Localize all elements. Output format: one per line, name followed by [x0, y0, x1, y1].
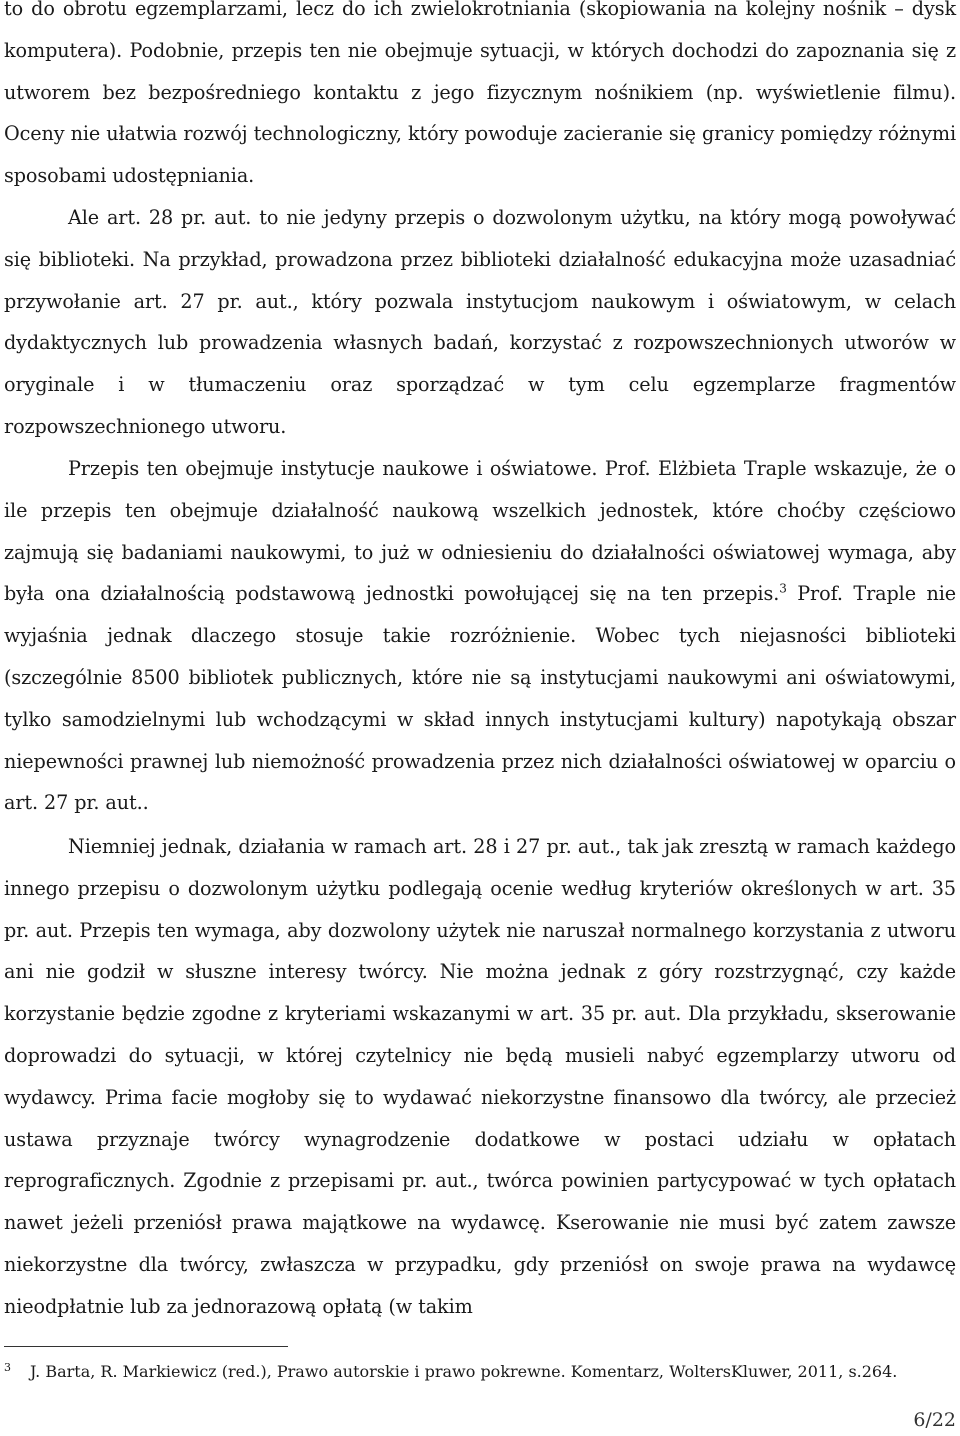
page-number: 6/22 [913, 1409, 956, 1431]
footnote-divider [4, 1346, 288, 1347]
paragraph-4: Niemniej jednak, działania w ramach art. 28 i 27 pr. aut., tak jak zresztą w ramach każdego innego przepisu o dozwolonym użytku podlegają ocenie według kryteriów określonych w art. 35 pr. aut. Przepis ten wymaga, aby dozwolony użytek nie naruszał normalnego korzystania z utworu ani nie godził w słuszne interesy twórcy. Nie można jednak z góry rozstrzygnąć, czy każde korzystanie będzie zgodne z kryteriami wskazanymi w art. 35 pr. aut. Dla przykładu, skserowanie doprowadzi do sytuacji, w której czytelnicy nie będą musieli nabyć egzemplarzy utworu od wydawcy. Prima facie mogłoby się to wydawać niekorzystne finansowo dla twórcy, ale przecież ustawa przyznaje twórcy wynagrodzenie dodatkowe w postaci udziału w opłatach reprograficznych. Zgodnie z przepisami pr. aut., twórca powinien partycypować w tych opłatach nawet jeżeli przeniósł prawa majątkowe na wydawcę. Kserowanie nie musi być zatem zawsze niekorzystne dla twórcy, zwłaszcza w przypadku, gdy przeniósł on swoje prawa na wydawcę nieodpłatnie lub za jednorazową opłatą (w takim [4, 835, 956, 1318]
footnote-text: J. Barta, R. Markiewicz (red.), Prawo autorskie i prawo pokrewne. Komentarz, WoltersKluwer, 2011, s.264. [30, 1362, 898, 1381]
footnote-reference[interactable]: 3 [779, 582, 787, 596]
paragraph-2: Ale art. 28 pr. aut. to nie jedyny przepis o dozwolonym użytku, na który mogą powoływać się biblioteki. Na przykład, prowadzona przez biblioteki działalność edukacyjna może uzasadniać przywołanie art. 27 pr. aut., który pozwala instytucjom naukowym i oświatowym, w celach dydaktycznych lub prowadzenia własnych badań, korzystać z rozpowszechnionych utworów w oryginale i w tłumaczeniu oraz sporządzać w tym celu egzemplarze fragmentów rozpowszechnionego utworu. [4, 206, 956, 438]
paragraph-3 [4, 448, 956, 824]
document-page [4, 0, 956, 1436]
paragraph-3-text-start: Przepis ten obejmuje instytucje naukowe i oświatowe. Prof. Elżbieta Traple wskazuje, że o ile przepis ten obejmuje działalność naukową wszelkich jednostek, które choćby częściowo zajmują się badaniami naukowymi, to już w odniesieniu do działalności oświatowej wymaga, aby była ona działalnością podstawową jednostki powołującej się na ten przepis. [4, 457, 956, 606]
paragraph-1: to do obrotu egzemplarzami, lecz do ich zwielokrotniania (skopiowania na kolejny nośnik – dysk komputera). Podobnie, przepis ten nie obejmuje sytuacji, w których dochodzi do zapoznania się z utworem bez bezpośredniego kontaktu z jego fizycznym nośnikiem (np. wyświetlenie filmu). Oceny nie ułatwia rozwój technologiczny, który powoduje zacieranie się granicy pomiędzy różnymi sposobami udostępniania. [4, 0, 956, 188]
paragraph-3-text-end: Prof. Traple nie wyjaśnia jednak dlaczego stosuje takie rozróżnienie. Wobec tych niejasności biblioteki (szczególnie 8500 bibliotek publicznych, które nie są instytucjami naukowymi ani oświatowymi, tylko samodzielnymi lub wchodzącymi w skład innych instytucjami kultury) napotykają obszar niepewności prawnej lub niemożność prowadzenia przez nich działalności oświatowej w oparciu o art. 27 pr. aut.. [4, 582, 956, 815]
footnote: 3 J. Barta, R. Markiewicz (red.), Prawo autorskie i prawo pokrewne. Komentarz, WoltersKluwer, 2011, s.264. [4, 1360, 898, 1381]
